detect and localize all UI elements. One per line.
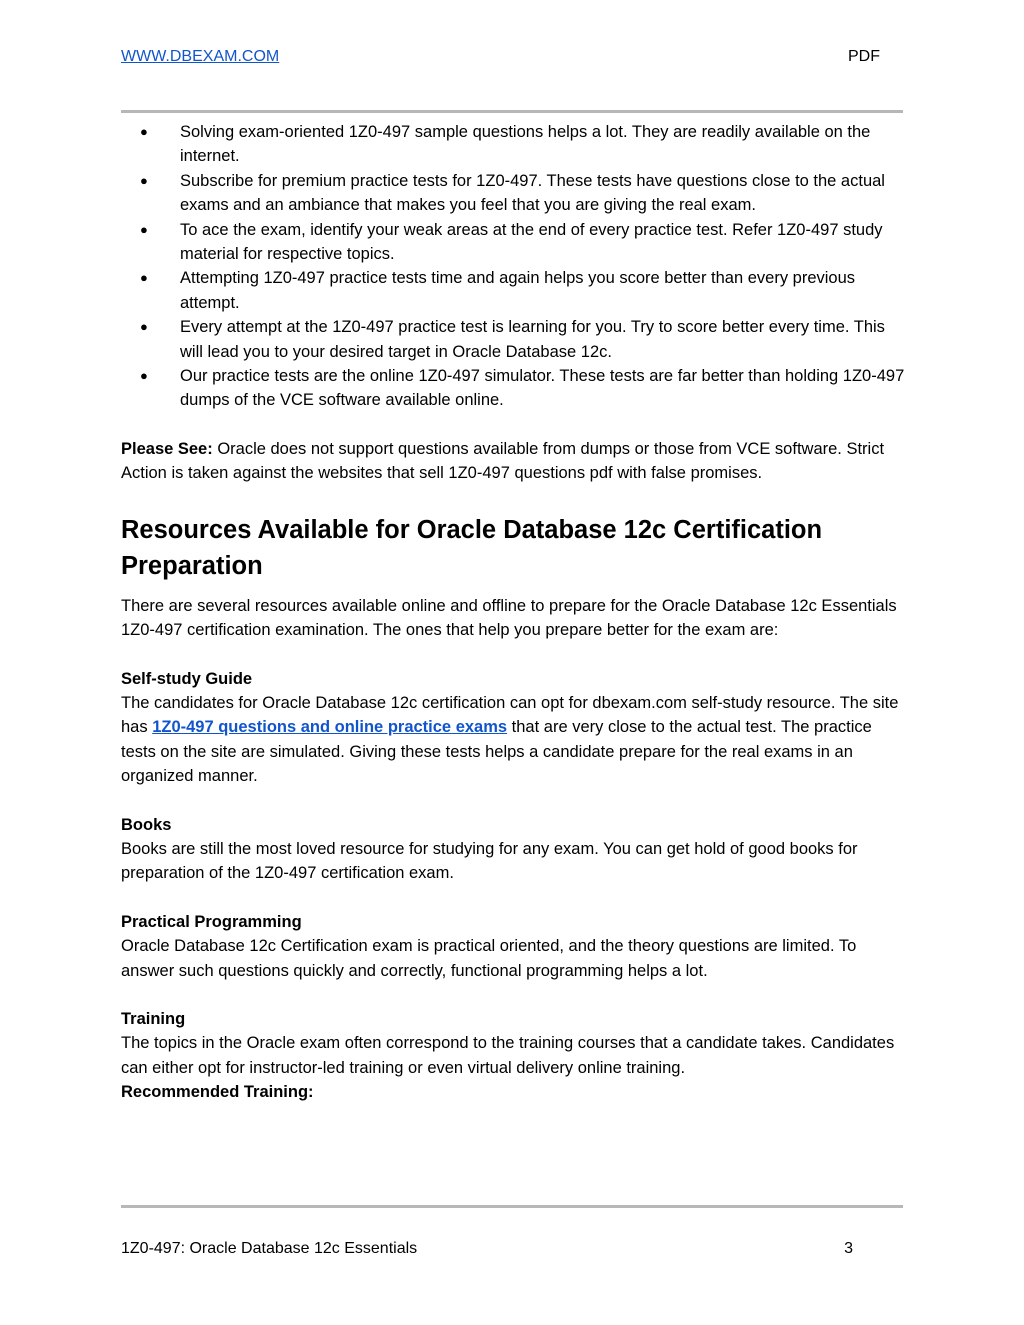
list-item (121, 364, 906, 413)
list-item (121, 120, 906, 169)
list-item (121, 266, 906, 315)
self-study-text-before: The candidates for Oracle Database 12c certification can opt for dbexam.com self-study resource. The site has (121, 693, 899, 737)
bullet-icon: ● (140, 221, 148, 237)
header-divider (121, 110, 903, 113)
list-item-text: Our practice tests are the online 1Z0-497 simulator. These tests are far better than holding 1Z0-497 dumps of the VCE software available online. (180, 367, 905, 410)
bullet-icon: ● (140, 124, 148, 139)
practice-exams-link[interactable]: 1Z0-497 questions and online practice exams (152, 718, 508, 737)
notice-text: Oracle does not support questions available from dumps or those from VCE software. Strict Action is taken against the websites that sell 1Z0-497 questions pdf with false promises. (121, 439, 885, 483)
practical-title: Practical Programming (121, 912, 302, 931)
training-text: The topics in the Oracle exam often correspond to the training courses that a candidate takes. Candidates can either opt for instructor-led training or even virtual delivery online training. (121, 1034, 895, 1077)
section-intro: There are several resources available online and offline to prepare for the Oracle Database 12c Essentials 1Z0-497 certification examination. The ones that help you prepare better for the exam are: (121, 596, 897, 640)
pdf-label: PDF (848, 48, 880, 65)
bullet-icon: ● (140, 368, 148, 384)
self-study-title: Self-study Guide (121, 669, 253, 688)
list-item (121, 169, 906, 218)
section-heading: Resources Available for Oracle Database 12c Certification Preparation (121, 515, 823, 580)
recommended-training-label: Recommended Training: (121, 1083, 314, 1102)
list-item-text: Subscribe for premium practice tests for 1Z0-497. These tests have questions close to the actual exams and an ambiance that makes you feel that you are giving the real exam. (180, 171, 885, 215)
practical-text: Oracle Database 12c Certification exam is practical oriented, and the theory questions are limited. To answer such questions quickly and correctly, functional programming helps a lot. (121, 937, 857, 980)
list-item-text: To ace the exam, identify your weak areas at the end of every practice test. Refer 1Z0-497 study material for respective topics. (180, 220, 883, 264)
books-text: Books are still the most loved resource for studying for any exam. You can get hold of good books for preparation of the 1Z0-497 certification exam. (121, 839, 858, 883)
list-item-text: Attempting 1Z0-497 practice tests time and again helps you score better than every previous attempt. (180, 269, 856, 312)
notice-paragraph (121, 437, 906, 486)
books-title: Books (121, 815, 172, 834)
site-link[interactable]: WWW.DBEXAM.COM (121, 48, 280, 65)
page-footer (121, 1240, 853, 1264)
self-study-paragraph (121, 691, 906, 789)
bullet-icon: ● (140, 270, 148, 286)
list-item-text: Every attempt at the 1Z0-497 practice test is learning for you. Try to score better every time. This will lead you to your desired target in Oracle Database 12c. (180, 318, 885, 361)
training-title: Training (121, 1009, 186, 1028)
list-item-text: Solving exam-oriented 1Z0-497 sample questions helps a lot. They are readily available on the internet. (180, 123, 871, 166)
footer-divider (121, 1205, 903, 1208)
bullet-icon: ● (140, 172, 148, 188)
notice-label: Please See: (121, 439, 213, 458)
tips-list (121, 120, 906, 413)
list-item (121, 218, 906, 267)
page-content (121, 120, 906, 1105)
page-number: 3 (844, 1240, 853, 1257)
list-item (121, 315, 906, 364)
bullet-icon: ● (140, 319, 148, 335)
self-study-text-after: that are very close to the actual test. The practice tests on the site are simulated. Giving these tests helps a candidate prepare for the real exams in an organized manner. (121, 718, 872, 786)
footer-title: 1Z0-497: Oracle Database 12c Essentials (121, 1240, 418, 1257)
page-header (121, 48, 880, 72)
